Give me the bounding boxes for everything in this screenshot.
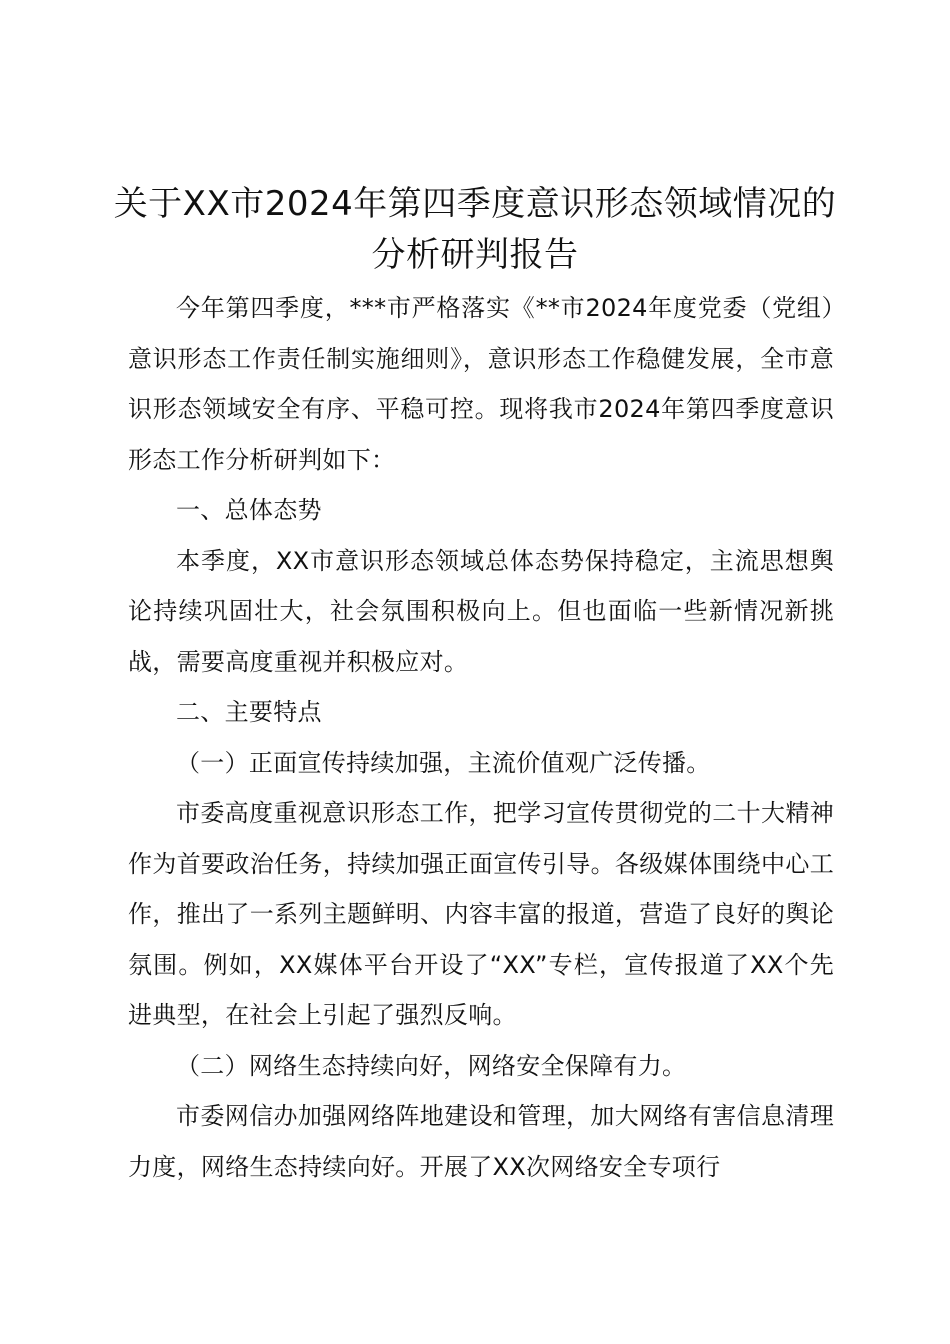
section-heading-main-features: 二、主要特点 [176,698,322,726]
paragraph-positive-publicity: 市委高度重视意识形态工作，把学习宣传贯彻党的二十大精神作为首要政治任务，持续加强正面宣传引导。各级媒体围绕中心工作，推出了一系列主题鲜明、内容丰富的报道，营造了良好的舆论氛围。例如，XX媒体平台开设了“XX”专栏，宣传报道了XX个先进典型，在社会上引起了强烈反响。 [128,799,834,1029]
document-body [128,283,834,1192]
paragraph-intro: 今年第四季度，***市严格落实《**市2024年度党委（党组）意识形态工作责任制实施细则》，意识形态工作稳健发展，全市意识形态领域安全有序、平稳可控。现将我市2024年第四季度意识形态工作分析研判如下： [128,294,834,474]
section-heading-overall-situation: 一、总体态势 [176,496,322,524]
paragraph-overall-situation: 本季度，XX市意识形态领域总体态势保持稳定，主流思想舆论持续巩固壮大，社会氛围积极向上。但也面临一些新情况新挑战，需要高度重视并积极应对。 [128,546,834,676]
document-title: 关于XX市2024年第四季度意识形态领域情况的分析研判报告 [113,184,837,275]
paragraph-network-ecology: 市委网信办加强网络阵地建设和管理，加大网络有害信息清理力度，网络生态持续向好。开展了XX次网络安全专项行 [128,1102,834,1181]
subheading-network-ecology: （二）网络生态持续向好，网络安全保障有力。 [176,1051,687,1080]
subheading-positive-publicity: （一）正面宣传持续加强，主流价值观广泛传播。 [176,748,711,777]
